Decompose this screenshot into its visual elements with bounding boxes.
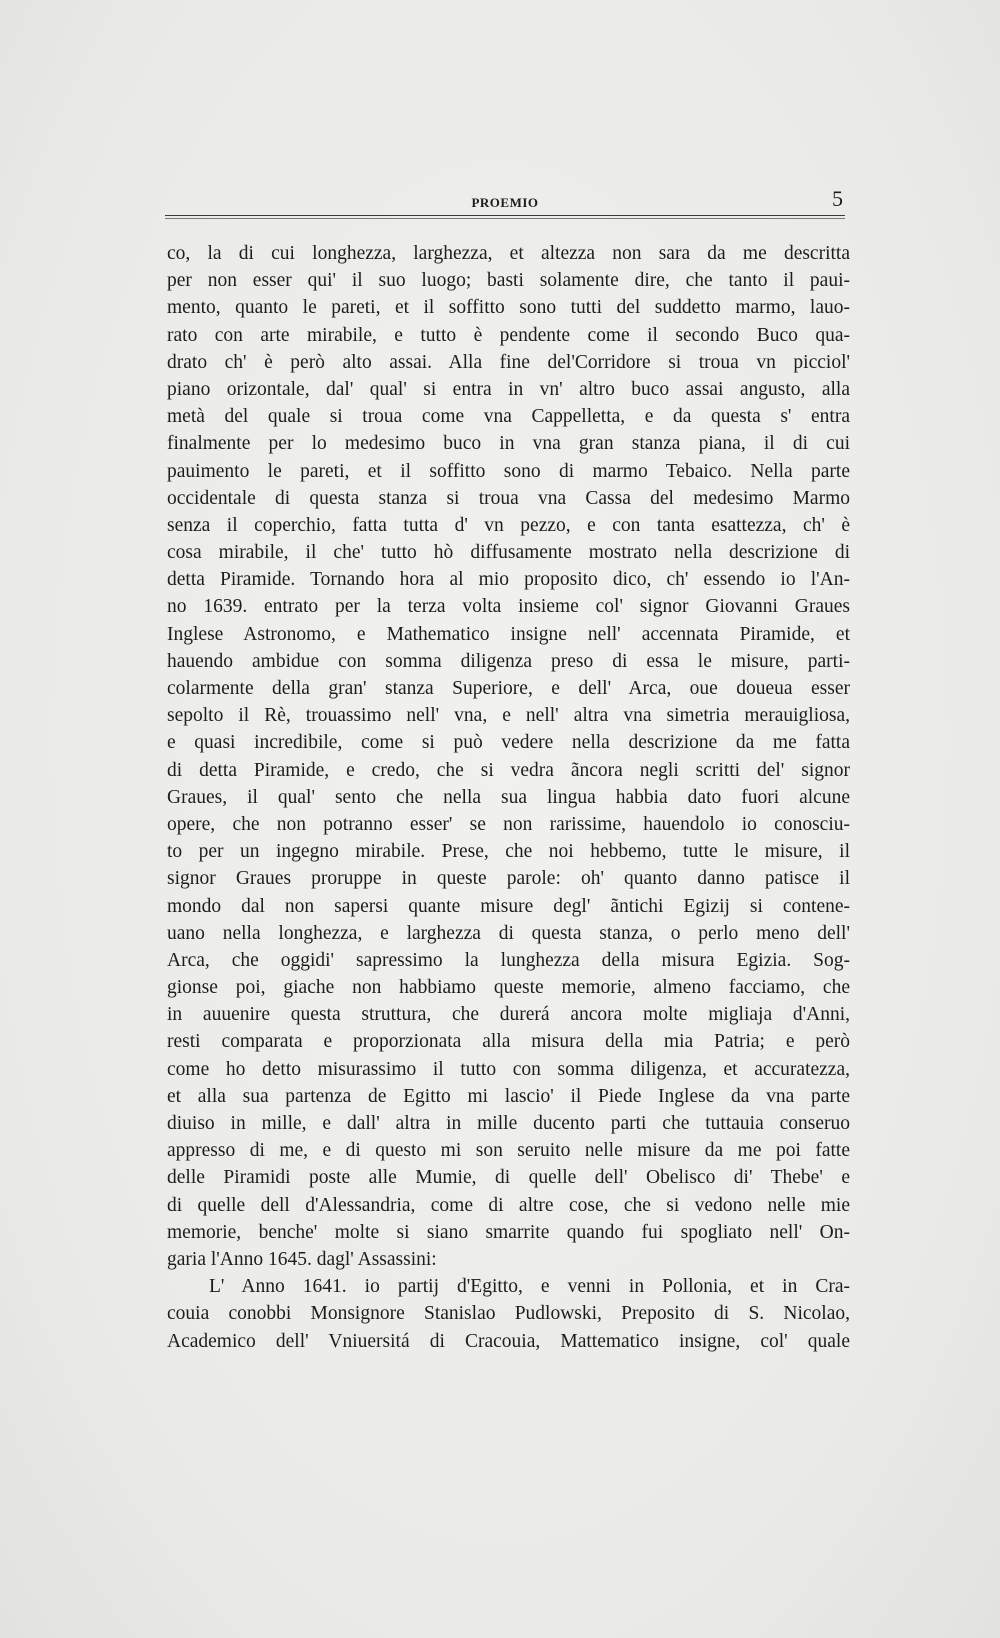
text-line: pauimento le pareti, et il soffitto sono di marmo Tebaico. Nella parte	[167, 460, 850, 482]
header-rule	[165, 215, 845, 216]
text-line: occidentale di questa stanza si troua vna Cassa del medesimo Marmo	[167, 487, 850, 509]
text-line: couia conobbi Monsignore Stanislao Pudlowski, Preposito di S. Nicolao,	[167, 1303, 850, 1325]
text-line: appresso di me, e di questo mi son seruito nelle misure da me poi fatte	[167, 1140, 850, 1162]
text-line: no 1639. entrato per la terza volta insieme col' signor Giovanni Graues	[167, 596, 850, 618]
text-line: Arca, che oggidi' sapressimo la lunghezza della misura Egizia. Sog-	[167, 949, 850, 971]
text-line: metà del quale si troua come vna Cappelletta, e da questa s' entra	[167, 406, 850, 428]
page-number: 5	[832, 186, 843, 211]
text-line: per non esser qui' il suo luogo; basti solamente dire, che tanto il paui-	[167, 270, 850, 292]
text-line: delle Piramidi poste alle Mumie, di quelle dell' Obelisco di' Thebe' e	[167, 1167, 850, 1189]
page-header	[165, 188, 845, 218]
text-line: come ho detto misurassimo il tutto con somma diligenza, et accuratezza,	[167, 1058, 850, 1080]
text-line: drato ch' è però alto assai. Alla fine del'Corridore si troua vn picciol'	[167, 351, 850, 373]
text-line: garia l'Anno 1645. dagl' Assassini:	[167, 1248, 437, 1270]
text-line: e quasi incredibile, come si può vedere nella descrizione da me fatta	[167, 732, 850, 754]
body-text	[167, 240, 850, 1355]
text-line: rato con arte mirabile, e tutto è pendente come il secondo Buco qua-	[167, 324, 850, 346]
text-line: co, la di cui longhezza, larghezza, et altezza non sara da me descritta	[167, 243, 850, 264]
text-line: di quelle dell d'Alessandria, come di altre cose, che si vedono nelle mie	[167, 1194, 850, 1216]
text-line: memorie, benche' molte si siano smarrite quando fui spogliato nell' On-	[167, 1221, 850, 1243]
text-line: resti comparata e proporzionata alla misura della mia Patria; e però	[167, 1031, 850, 1053]
text-line: finalmente per lo medesimo buco in vna gran stanza piana, il di cui	[167, 433, 850, 455]
text-line: diuiso in mille, e dall' altra in mille ducento parti che tuttauia conseruo	[167, 1113, 850, 1134]
running-head: PROEMIO	[471, 195, 539, 210]
text-line: in auuenire questa struttura, che durerá ancora molte migliaja d'Anni,	[167, 1004, 850, 1026]
header-rule-thin	[165, 218, 845, 219]
text-line: et alla sua partenza de Egitto mi lascio' il Piede Inglese da vna parte	[167, 1085, 850, 1107]
text-line: piano orizontale, dal' qual' si entra in vn' altro buco assai angusto, alla	[167, 378, 850, 400]
text-line: di detta Piramide, e credo, che si vedra ãncora negli scritti del' signor	[167, 759, 850, 781]
text-line: gionse poi, giache non habbiamo queste memorie, almeno facciamo, che	[167, 977, 850, 999]
text-line: opere, che non potranno esser' se non rarissime, hauendolo io conosciu-	[167, 813, 850, 835]
text-line: sepolto il Rè, trouassimo nell' vna, e nell' altra vna simetria merauigliosa,	[167, 705, 850, 727]
text-line: detta Piramide. Tornando hora al mio proposito dico, ch' essendo io l'An-	[167, 569, 850, 591]
text-line: to per un ingegno mirabile. Prese, che noi hebbemo, tutte le misure, il	[167, 841, 850, 863]
text-line: uano nella longhezza, e larghezza di questa stanza, o perlo meno dell'	[167, 922, 850, 944]
text-line: signor Graues proruppe in queste parole: oh' quanto danno patisce il	[167, 868, 850, 890]
text-line: hauendo ambidue con somma diligenza preso di essa le misure, parti-	[167, 650, 850, 672]
text-line: colarmente della gran' stanza Superiore, e dell' Arca, oue doueua esser	[167, 678, 850, 699]
text-line: Graues, il qual' sento che nella sua lingua habbia dato fuori alcune	[167, 786, 850, 808]
text-line: cosa mirabile, il che' tutto hò diffusamente mostrato nella descrizione di	[167, 542, 850, 564]
text-line: senza il coperchio, fatta tutta d' vn pezzo, e con tanta esattezza, ch' è	[167, 514, 850, 536]
text-line: mento, quanto le pareti, et il soffitto sono tutti del suddetto marmo, lauo-	[167, 297, 850, 319]
text-line: Inglese Astronomo, e Mathematico insigne nell' accennata Piramide, et	[167, 623, 850, 645]
text-line: mondo dal non sapersi quante misure degl' ãntichi Egizij si contene-	[167, 895, 850, 917]
text-line: L' Anno 1641. io partij d'Egitto, e venni in Pollonia, et in Cra-	[209, 1276, 850, 1298]
text-line: Academico dell' Vniuersitá di Cracouia, Mattematico insigne, col' quale	[167, 1330, 850, 1352]
